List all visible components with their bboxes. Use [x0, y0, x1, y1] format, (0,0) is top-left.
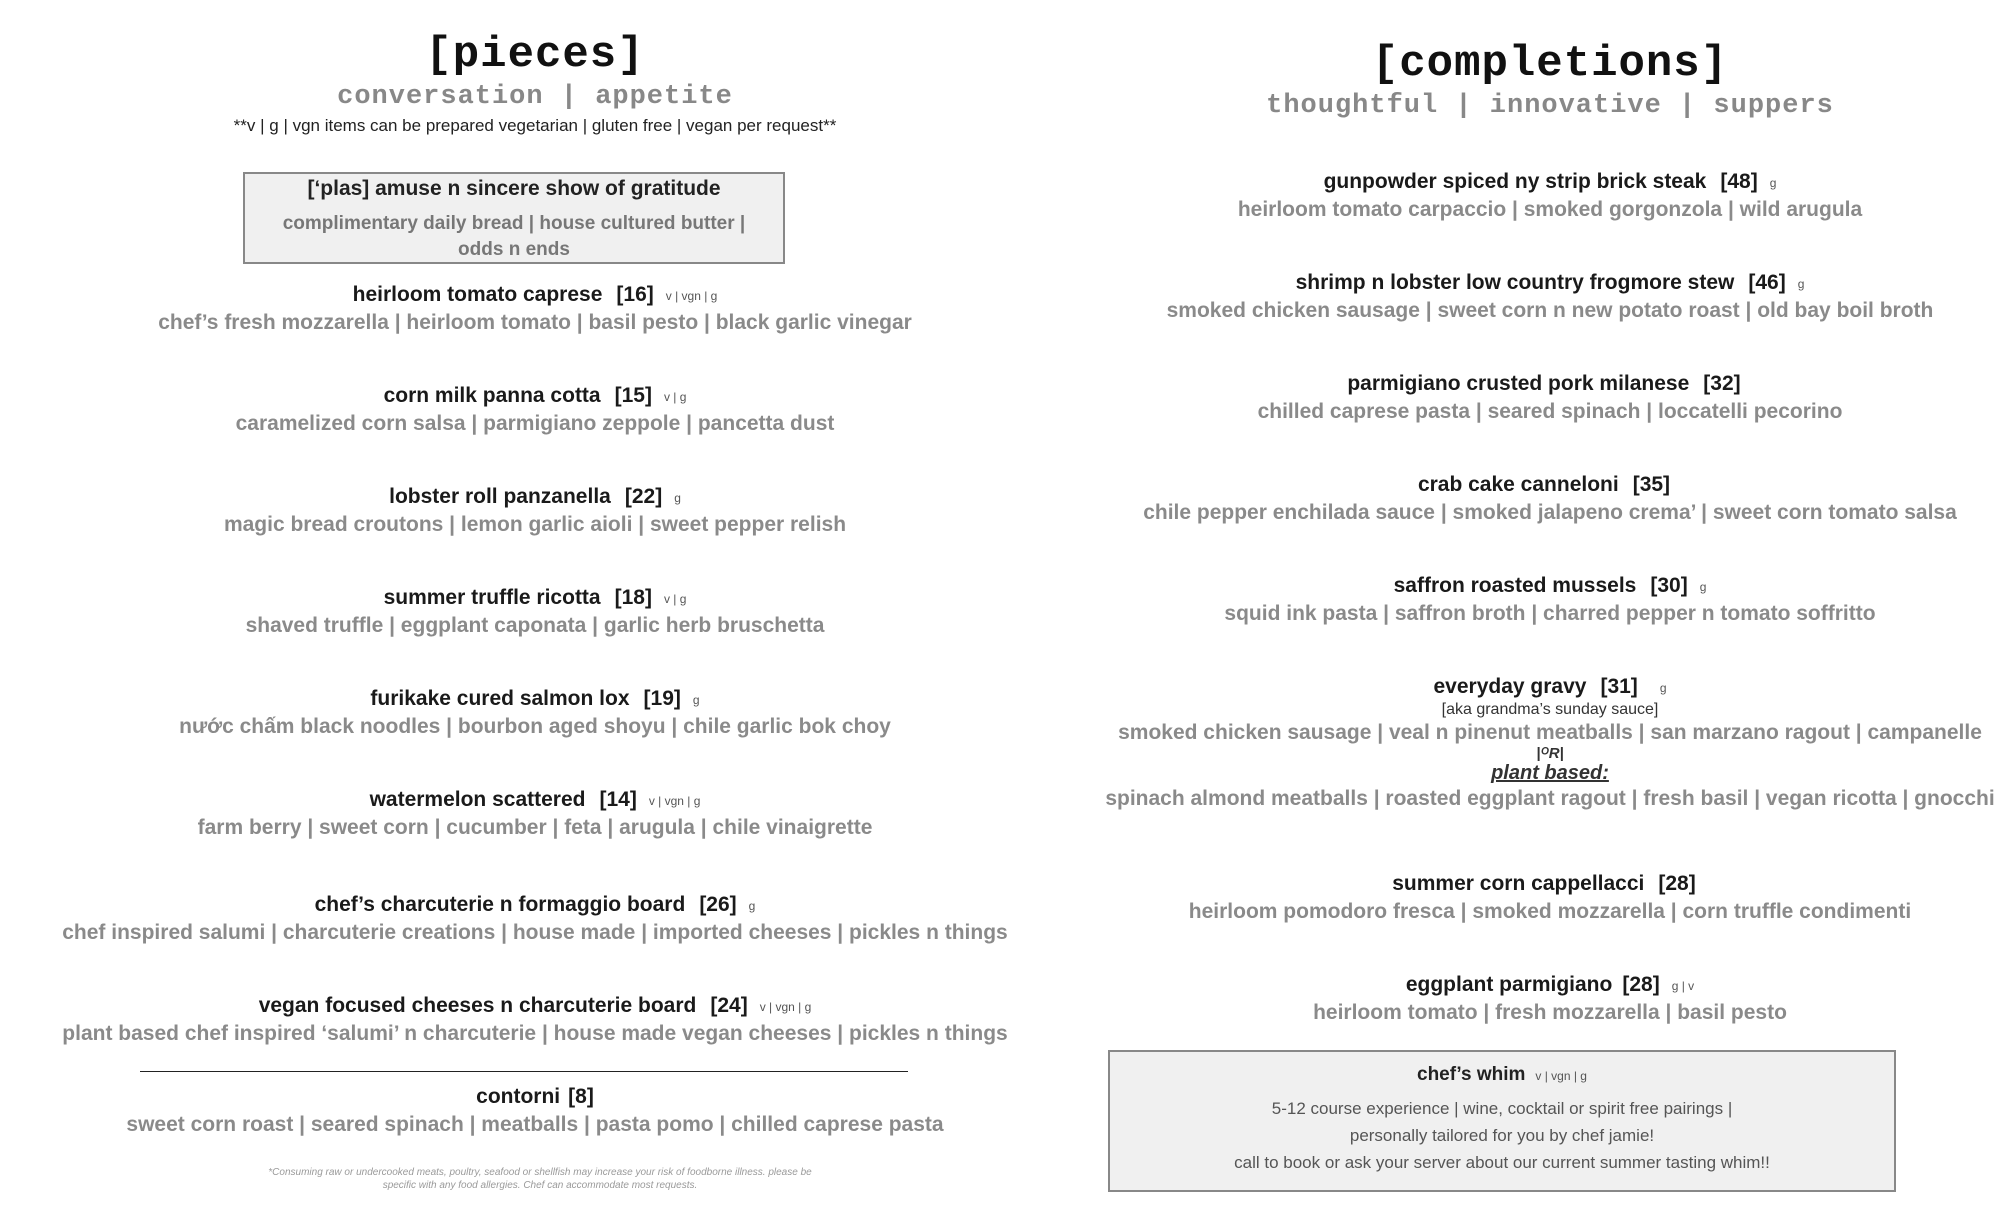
item-price: [18]: [614, 586, 652, 609]
item-description: heirloom tomato carpaccio | smoked gorgonzola | wild arugula: [1237, 198, 1863, 221]
fine-print: [240, 1166, 840, 1192]
amuse-title: [‘plas] amuse n sincere show of gratitude: [307, 177, 721, 200]
item-description: shaved truffle | eggplant caponata | garlic herb bruschetta: [245, 614, 825, 637]
item-name: corn milk panna cotta: [383, 384, 601, 407]
item-tags: v | vgn | g: [665, 289, 718, 303]
item-heading: [0, 994, 1070, 1018]
item-tags: g: [692, 693, 700, 707]
menu-item: [1100, 473, 2000, 525]
left-title: [pieces]: [425, 30, 645, 80]
item-price: [26]: [699, 893, 737, 916]
gravy-item: [1100, 675, 2000, 811]
item-description: chile pepper enchilada sauce | smoked jalapeno crema’ | sweet corn tomato salsa: [1143, 501, 1957, 524]
item-price: [16]: [616, 283, 654, 306]
item-heading: [1100, 170, 2000, 194]
item-heading: [0, 384, 1070, 408]
item-description: magic bread croutons | lemon garlic aioli | sweet pepper relish: [223, 513, 847, 536]
item-price: [32]: [1703, 372, 1741, 395]
whim-heading: [1110, 1064, 1894, 1086]
item-heading: [1100, 973, 2000, 997]
whim-line-1: 5-12 course experience | wine, cocktail or spirit free pairings |: [1271, 1099, 1733, 1118]
item-name: summer corn cappellacci: [1392, 872, 1645, 895]
item-heading: [1100, 372, 2000, 396]
item-name: saffron roasted mussels: [1393, 574, 1637, 597]
plant-based-label: plant based:: [1491, 762, 1609, 784]
item-description: smoked chicken sausage | veal n pinenut meatballs | san marzano ragout | campanelle: [1118, 721, 1982, 744]
item-name: heirloom tomato caprese: [352, 283, 603, 306]
item-heading: [0, 788, 1070, 812]
item-description: chef inspired salumi | charcuterie creations | house made | imported cheeses | pickles n things: [62, 921, 1008, 944]
gravy-aka: [aka grandma’s sunday sauce]: [1441, 701, 1659, 718]
menu-item: [1100, 574, 2000, 626]
whim-line-3: call to book or ask your server about our current summer tasting whim!!: [1234, 1153, 1770, 1172]
menu-item: [0, 893, 1070, 945]
item-heading: [0, 893, 1070, 917]
menu-item: [0, 788, 1070, 840]
or-separator: |ᴼR|: [1536, 745, 1564, 762]
item-price: [14]: [599, 788, 637, 811]
menu-item: [0, 586, 1070, 638]
whim-title: chef’s whim: [1417, 1064, 1526, 1085]
item-description: squid ink pasta | saffron broth | charred pepper n tomato soffritto: [1224, 602, 1876, 625]
item-price: [19]: [643, 687, 681, 710]
item-price: [24]: [710, 994, 748, 1017]
item-description: caramelized corn salsa | parmigiano zeppole | pancetta dust: [235, 412, 835, 435]
chefs-whim-box: [1108, 1050, 1896, 1192]
item-name: vegan focused cheeses n charcuterie board: [258, 994, 697, 1017]
item-description: farm berry | sweet corn | cucumber | feta | arugula | chile vinaigrette: [197, 816, 873, 839]
menu-item: [1100, 271, 2000, 323]
item-tags: v | g: [663, 390, 687, 404]
item-name: everyday gravy: [1433, 675, 1587, 698]
item-heading: [0, 586, 1070, 610]
item-description: heirloom pomodoro fresca | smoked mozzarella | corn truffle condimenti: [1188, 900, 1912, 923]
item-tags: g: [748, 899, 756, 913]
item-tags: g: [674, 491, 681, 505]
item-tags: g | v: [1671, 979, 1695, 993]
item-name: furikake cured salmon lox: [370, 687, 630, 710]
item-tags: v | g: [663, 592, 687, 606]
menu-item: [0, 283, 1070, 335]
menu-item: [0, 994, 1070, 1046]
item-price: [30]: [1650, 574, 1688, 597]
item-name: contorni: [476, 1085, 561, 1108]
item-name: crab cake canneloni: [1417, 473, 1619, 496]
item-name: gunpowder spiced ny strip brick steak: [1323, 170, 1707, 193]
item-price: [28]: [1622, 973, 1660, 996]
dietary-note: **v | g | vgn items can be prepared vegetarian | gluten free | vegan per request**: [233, 116, 837, 135]
item-description: chef’s fresh mozzarella | heirloom tomato | basil pesto | black garlic vinegar: [158, 311, 912, 334]
item-price: [28]: [1658, 872, 1696, 895]
menu-item: [1100, 973, 2000, 1025]
item-description: heirloom tomato | fresh mozzarella | basil pesto: [1313, 1001, 1787, 1024]
menu-item: [1100, 872, 2000, 924]
right-title: [completions]: [1371, 39, 1729, 89]
item-price: [15]: [614, 384, 652, 407]
item-name: lobster roll panzanella: [389, 485, 611, 508]
item-price: [8]: [568, 1085, 594, 1108]
item-name: parmigiano crusted pork milanese: [1347, 372, 1690, 395]
item-description: sweet corn roast | seared spinach | meatballs | pasta pomo | chilled caprese pasta: [126, 1113, 944, 1136]
item-heading: [0, 687, 1070, 711]
menu-item: [0, 384, 1070, 436]
item-heading: [1100, 872, 2000, 896]
item-tags: v | vgn | g: [759, 1000, 812, 1014]
item-price: [48]: [1720, 170, 1758, 193]
divider: [140, 1071, 908, 1072]
item-description: nước chấm black noodles | bourbon aged shoyu | chile garlic bok choy: [179, 715, 891, 738]
contorni-item: [0, 1085, 1070, 1137]
item-price: [31]: [1600, 675, 1638, 698]
item-name: watermelon scattered: [369, 788, 586, 811]
plant-based-description: spinach almond meatballs | roasted eggplant ragout | fresh basil | vegan ricotta | gnocchi: [1105, 787, 1995, 810]
item-name: eggplant parmigiano: [1405, 973, 1613, 996]
item-price: [46]: [1748, 271, 1786, 294]
right-subtitle: thoughtful | innovative | suppers: [1266, 91, 1834, 121]
item-tags: g: [1797, 277, 1805, 291]
item-price: [22]: [624, 485, 663, 508]
item-description: smoked chicken sausage | sweet corn n new potato roast | old bay boil broth: [1166, 299, 1934, 322]
item-price: [35]: [1632, 473, 1671, 496]
item-name: chef’s charcuterie n formaggio board: [314, 893, 686, 916]
amuse-line-2: odds n ends: [458, 239, 570, 260]
left-subtitle: conversation | appetite: [337, 82, 733, 112]
item-tags: v | vgn | g: [648, 794, 701, 808]
menu-item: [1100, 372, 2000, 424]
item-tags: g: [1769, 176, 1777, 190]
item-heading: [1100, 271, 2000, 295]
item-name: summer truffle ricotta: [383, 586, 601, 609]
menu-item: [1100, 170, 2000, 222]
item-heading: [0, 283, 1070, 307]
whim-tags: v | vgn | g: [1535, 1069, 1587, 1083]
amuse-box: [243, 172, 785, 264]
item-heading: [1100, 675, 2000, 699]
item-description: chilled caprese pasta | seared spinach | loccatelli pecorino: [1257, 400, 1843, 423]
item-heading: [1100, 574, 2000, 598]
item-heading: [0, 1085, 1070, 1109]
fine-print-line-1: *Consuming raw or undercooked meats, poultry, seafood or shellfish may increase your risk of foodborne illness. please be: [268, 1167, 812, 1178]
amuse-line-1: complimentary daily bread | house cultured butter |: [282, 213, 746, 234]
item-tags: g: [1659, 681, 1667, 695]
fine-print-line-2: specific with any food allergies. Chef can accommodate most requests.: [382, 1180, 698, 1191]
menu-item: [0, 485, 1070, 537]
item-description: plant based chef inspired ‘salumi’ n charcuterie | house made vegan cheeses | pickles n things: [62, 1022, 1008, 1045]
whim-line-2: personally tailored for you by chef jamie!: [1349, 1126, 1655, 1145]
menu-item: [0, 687, 1070, 739]
item-name: shrimp n lobster low country frogmore stew: [1295, 271, 1735, 294]
item-heading: [1100, 473, 2000, 497]
item-tags: g: [1699, 580, 1707, 594]
item-heading: [0, 485, 1070, 509]
